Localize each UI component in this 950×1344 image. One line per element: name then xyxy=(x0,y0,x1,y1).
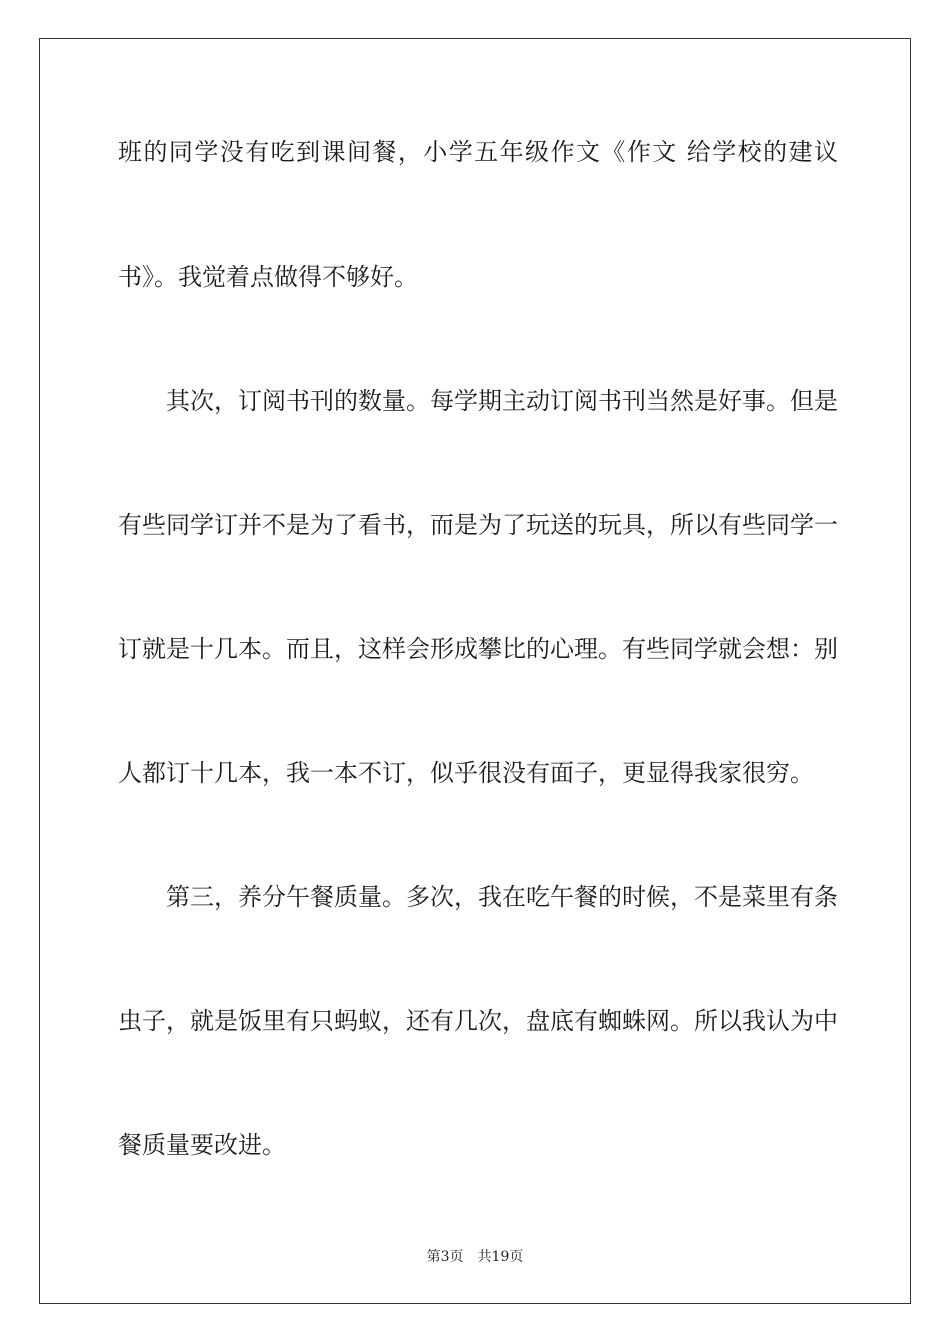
text-line: 班的同学没有吃到课间餐，小学五年级作文《作文 给学校的建议 xyxy=(118,138,838,166)
text-line: 订就是十几本。而且，这样会形成攀比的心理。有些同学就会想：别 xyxy=(118,635,838,663)
text-line: 餐质量要改进。 xyxy=(118,1131,286,1159)
page-number: 第3页 xyxy=(426,1249,464,1265)
page-total: 共19页 xyxy=(477,1249,524,1265)
text-line: 有些同学订并不是为了看书，而是为了玩送的玩具，所以有些同学一 xyxy=(118,511,838,539)
text-line: 书》。我觉着点做得不够好。 xyxy=(118,263,418,291)
paragraph-start-line: 其次，订阅书刊的数量。每学期主动订阅书刊当然是好事。但是 xyxy=(166,387,838,415)
page-border xyxy=(39,38,911,1304)
page-footer xyxy=(0,1248,950,1266)
paragraph-start-line: 第三，养分午餐质量。多次，我在吃午餐的时候，不是菜里有条 xyxy=(166,883,838,911)
text-line: 人都订十几本，我一本不订，似乎很没有面子，更显得我家很穷。 xyxy=(118,759,814,787)
text-line: 虫子，就是饭里有只蚂蚁，还有几次，盘底有蜘蛛网。所以我认为中 xyxy=(118,1007,838,1035)
